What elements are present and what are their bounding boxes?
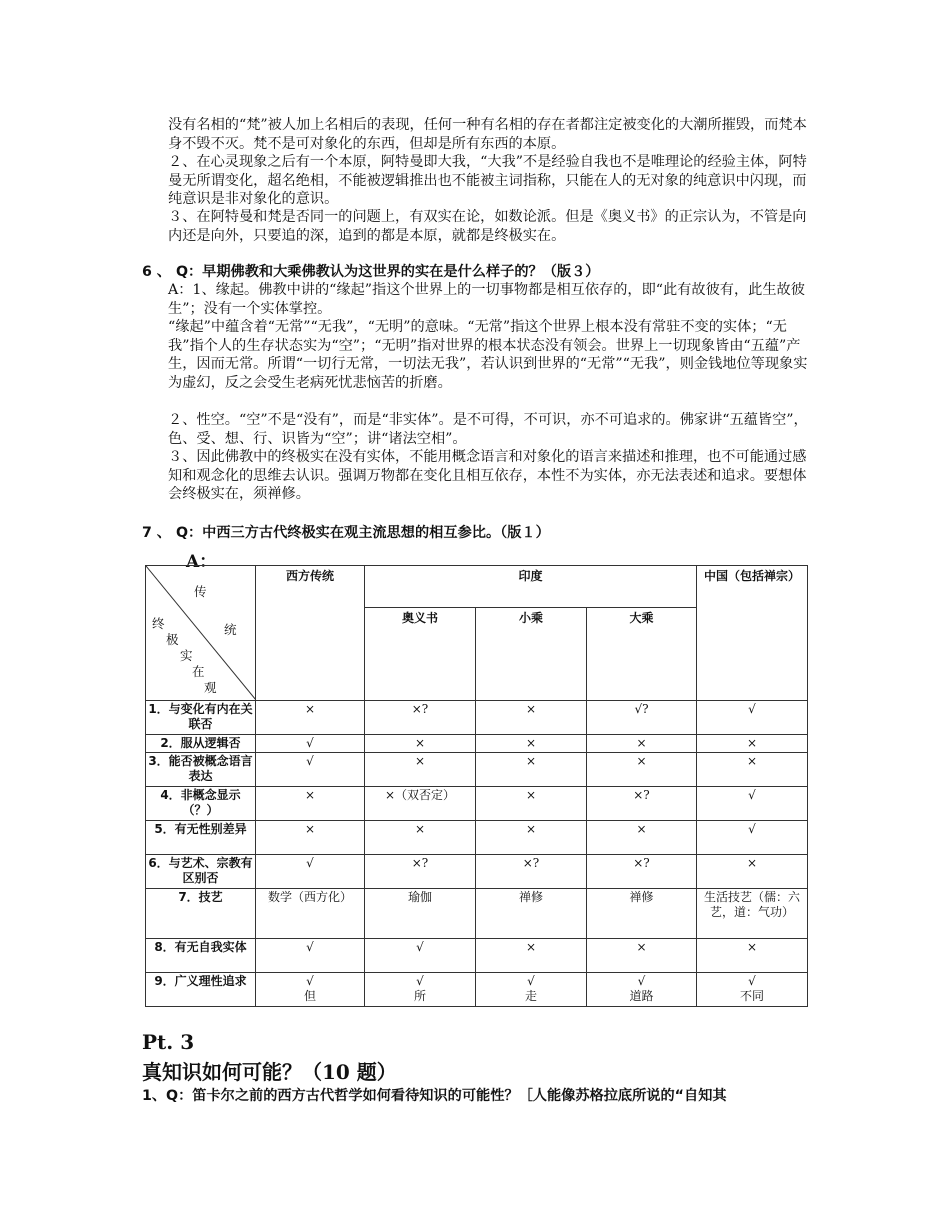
table-cell: 禅修 — [476, 889, 587, 939]
table-cell: ×? — [365, 855, 476, 889]
table-cell: × — [256, 701, 365, 735]
table-cell: ×? — [476, 855, 587, 889]
table-cell: √ — [256, 855, 365, 889]
table-cell: × — [365, 821, 476, 855]
table-cell: √ — [365, 939, 476, 973]
comparison-table — [145, 565, 808, 1007]
table-cell: 禅修 — [587, 889, 697, 939]
diag-left-label-2: 极 — [166, 632, 179, 647]
table-row — [146, 753, 808, 787]
table-cell: × — [697, 939, 808, 973]
table-cell: × — [256, 821, 365, 855]
table-row — [146, 939, 808, 973]
row-label: 2．服从逻辑否 — [146, 735, 256, 753]
table-cell: ×（双否定） — [365, 787, 476, 821]
table-cell: √ 不同 — [697, 973, 808, 1007]
part-label: Pt. 3 — [142, 1030, 195, 1054]
table-cell: × — [587, 821, 697, 855]
header-mahayana: 大乘 — [587, 608, 697, 701]
row-label: 8．有无自我实体 — [146, 939, 256, 973]
table-cell: × — [587, 753, 697, 787]
table-cell: √? — [587, 701, 697, 735]
table-cell: × — [587, 735, 697, 753]
header-china: 中国（包括禅宗） — [697, 566, 808, 701]
row-label: 9．广义理性追求 — [146, 973, 256, 1007]
table-cell: √ — [697, 787, 808, 821]
table-row — [146, 889, 808, 939]
header-hinayana: 小乘 — [476, 608, 587, 701]
table-cell: √ — [697, 701, 808, 735]
table-cell: √ — [256, 735, 365, 753]
table-row — [146, 855, 808, 889]
row-label: 3．能否被概念语言表达 — [146, 753, 256, 787]
row-label: 6．与艺术、宗教有区别否 — [146, 855, 256, 889]
answer-6-dependent-origination: A：1、缘起。佛教中讲的“缘起”指这个世界上的一切事物都是相互依存的，即“此有故彼有，此生故彼生”；没有一个实体掌控。 — [168, 282, 805, 317]
part-3-question-1: 1、Q：笛卡尔之前的西方古代哲学如何看待知识的可能性？［人能像苏格拉底所说的“自知其 — [142, 1088, 727, 1104]
table-cell: × — [476, 735, 587, 753]
answer-6-conclusion: ３、因此佛教中的终极实在没有实体，不能用概念语言和对象化的语言来描述和推理，也不可能通过感知和观念化的思维去认识。强调万物都在变化且相互依存，本性不为实体，亦无法表述和追求。要想体会终极实在，须禅修。 — [168, 449, 807, 502]
table-cell: × — [587, 939, 697, 973]
table-row — [146, 701, 808, 735]
table-cell: 数学（西方化） — [256, 889, 365, 939]
section-title: 真知识如何可能？（10 题） — [142, 1060, 397, 1084]
table-row — [146, 973, 808, 1007]
paragraph-brahman: 没有名相的“梵”被人加上名相后的表现，任何一种有名相的存在者都注定被变化的大潮所摧毁，而梵本身不毁不灭。梵不是可对象化的东西，但却是所有东西的本原。 — [168, 117, 807, 152]
row-label: 5．有无性别差异 — [146, 821, 256, 855]
header-upanishad: 奥义书 — [365, 608, 476, 701]
table-cell: × — [476, 753, 587, 787]
table-cell: × — [476, 939, 587, 973]
row-label: 7．技艺 — [146, 889, 256, 939]
answer-7-label: A： — [186, 552, 217, 572]
table-row — [146, 735, 808, 753]
table-cell: ×? — [587, 855, 697, 889]
table-body — [146, 701, 808, 1007]
table-cell: ×? — [365, 701, 476, 735]
table-cell: 生活技艺（儒：六艺，道：气功） — [697, 889, 808, 939]
diag-left-label-4: 在 — [192, 664, 205, 679]
table-cell: √ 走 — [476, 973, 587, 1007]
table-cell: √ — [697, 821, 808, 855]
paragraph-atman: ２、在心灵现象之后有一个本原，阿特曼即大我，“大我”不是经验自我也不是唯理论的经验主体，阿特曼无所谓变化，超名绝相，不能被逻辑推出也不能被主词指称，只能在人的无对象的纯意识中闪现，而纯意识是非对象化的意识。 — [168, 154, 807, 207]
header-india: 印度 — [365, 566, 697, 608]
table-cell: × — [256, 787, 365, 821]
table-row — [146, 821, 808, 855]
diagonal-header-cell — [146, 566, 256, 701]
table-cell: √ — [256, 939, 365, 973]
table-cell: × — [697, 753, 808, 787]
answer-6-impermanence: “缘起”中蕴含着“无常”“无我”，“无明”的意味。“无常”指这个世界上根本没有常驻不变的实体；“无我”指个人的生存状态实为“空”；“无明”指对世界的根本状态没有领会。世界上一切现象皆由“五蕴”产生，因而无常。所谓“一切行无常，一切法无我”，若认识到世界的“无常”“无我”，则金钱地位等现象实为虚幻，反之会受生老病死忧悲恼苦的折磨。 — [168, 319, 808, 391]
table-cell: √ 道路 — [587, 973, 697, 1007]
table-cell: √ — [256, 753, 365, 787]
diag-top-label: 传 — [194, 584, 207, 599]
question-6-title: 6 、 Q：早期佛教和大乘佛教认为这世界的实在是什么样子的？（版３） — [142, 264, 600, 280]
question-7-title: 7 、 Q：中西三方古代终极实在观主流思想的相互参比。（版１） — [142, 525, 550, 541]
table-cell: × — [697, 735, 808, 753]
header-west: 西方传统 — [256, 566, 365, 701]
table-cell: × — [697, 855, 808, 889]
row-label: 4．非概念显示（？） — [146, 787, 256, 821]
table-cell: × — [476, 701, 587, 735]
diag-left-label-1: 终 — [152, 616, 165, 631]
row-label: 1．与变化有内在关联否 — [146, 701, 256, 735]
table-row — [146, 787, 808, 821]
diag-left-label-5: 观 — [204, 680, 217, 695]
table-cell: √ 所 — [365, 973, 476, 1007]
table-cell: 瑜伽 — [365, 889, 476, 939]
table-cell: × — [476, 821, 587, 855]
table-cell: × — [365, 735, 476, 753]
diag-right-label: 统 — [224, 622, 237, 637]
table-cell: × — [365, 753, 476, 787]
answer-6-emptiness: ２、性空。“空”不是“没有”，而是“非实体”。是不可得，不可识，亦不可追求的。佛家讲“五蕴皆空”，色、受、想、行、识皆为“空”；讲“诸法空相”。 — [168, 412, 808, 447]
paragraph-identity: ３、在阿特曼和梵是否同一的问题上，有双实在论，如数论派。但是《奥义书》的正宗认为，不管是向内还是向外，只要追的深，追到的都是本原，就都是终极实在。 — [168, 209, 807, 244]
table-cell: √ 但 — [256, 973, 365, 1007]
diag-left-label-3: 实 — [180, 648, 193, 663]
table-cell: ×? — [587, 787, 697, 821]
table-cell: × — [476, 787, 587, 821]
